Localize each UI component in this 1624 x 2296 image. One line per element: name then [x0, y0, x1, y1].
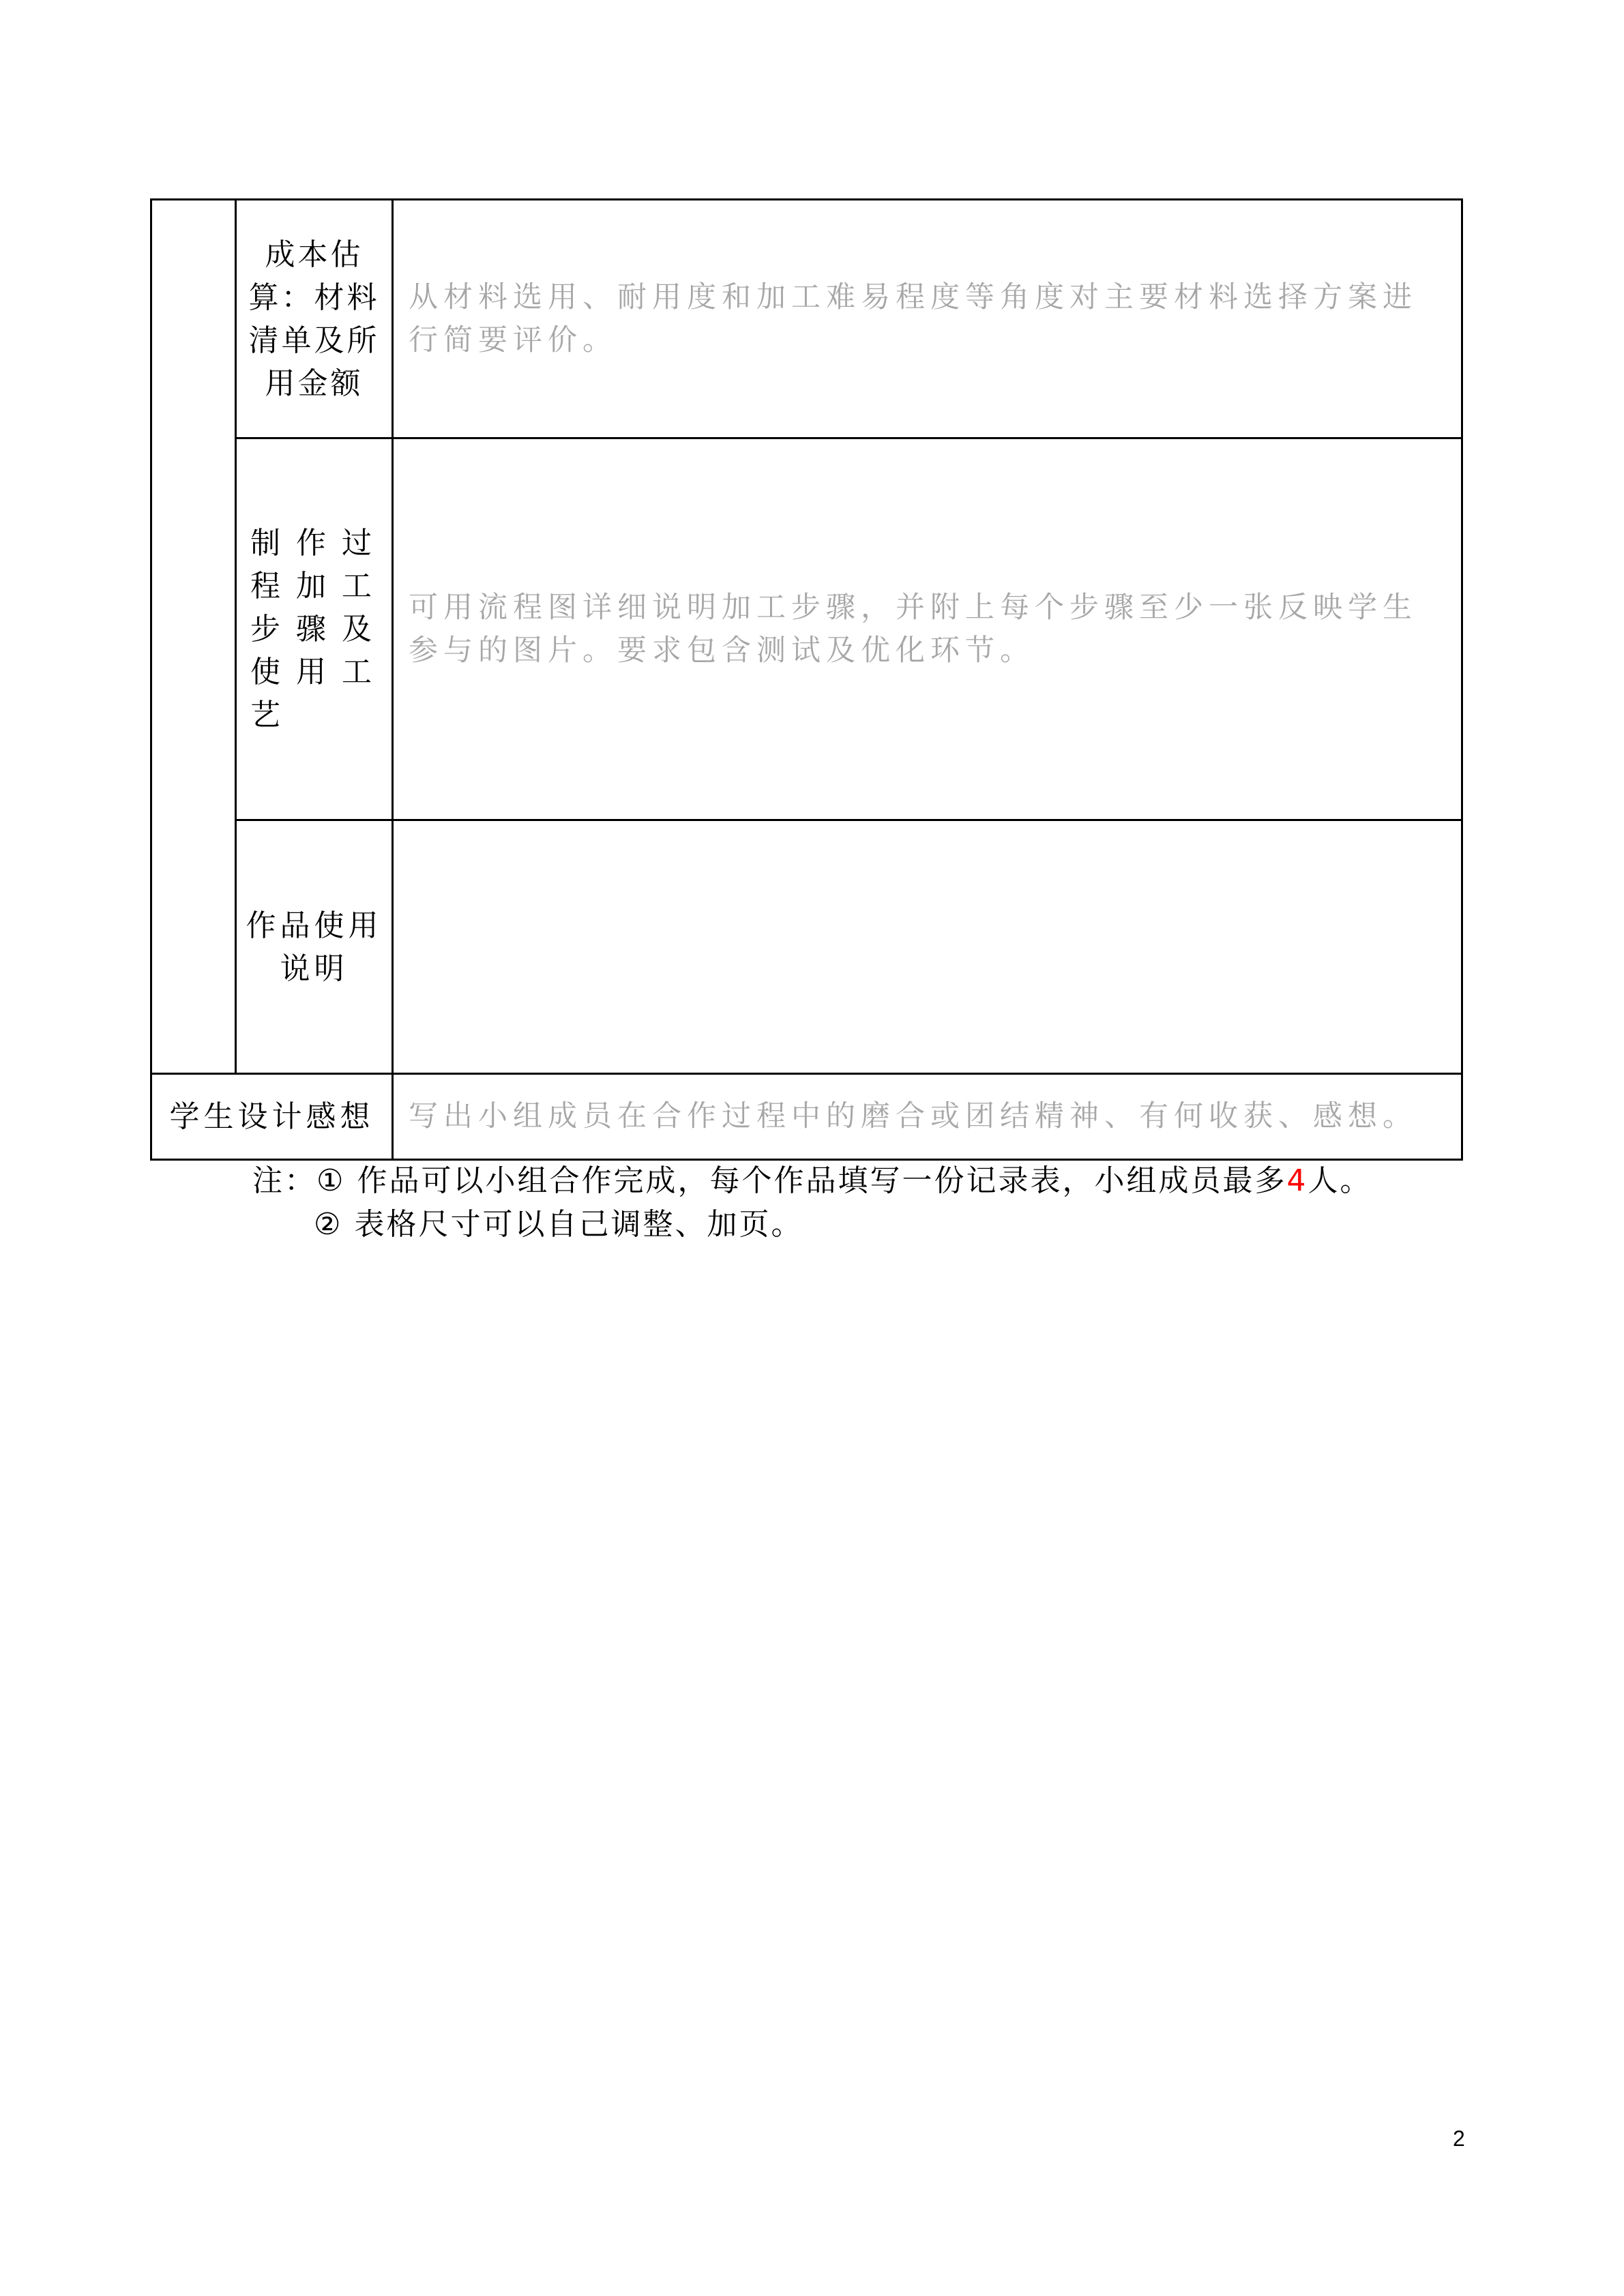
- notes-prefix: 注：: [252, 1163, 316, 1198]
- process-label: 制作过程加工步骤及使用工艺: [250, 526, 387, 732]
- reflection-content-cell[interactable]: [393, 1074, 1462, 1160]
- reflection-row: [151, 1074, 1462, 1160]
- note-1-text-end: 人。: [1308, 1163, 1372, 1198]
- cost-label: 成本估算：材料清单及所用金额: [248, 237, 380, 401]
- note-line-2: [252, 1203, 1372, 1247]
- merged-left-cell: [151, 200, 236, 1074]
- reflection-label-cell: [151, 1074, 393, 1160]
- usage-label: 作品使用说明: [246, 908, 383, 986]
- cost-label-cell: [236, 200, 393, 438]
- reflection-hint: 写出小组成员在合作过程中的磨合或团结精神、有何收获、感想。: [409, 1099, 1417, 1133]
- process-label-cell: [236, 438, 393, 820]
- reflection-label: 学生设计感想: [169, 1099, 374, 1134]
- note-1-highlight: 4: [1286, 1163, 1308, 1198]
- note-2-text: 表格尺寸可以自己调整、加页。: [354, 1207, 803, 1242]
- note-2-marker: ②: [314, 1207, 343, 1242]
- process-hint: 可用流程图详细说明加工步骤，并附上每个步骤至少一张反映学生参与的图片。要求包含测试及优化环节。: [409, 590, 1417, 668]
- usage-row: [151, 820, 1462, 1074]
- usage-label-cell: [236, 820, 393, 1074]
- page-number: 2: [1453, 2126, 1465, 2151]
- process-row: [151, 438, 1462, 820]
- note-line-1: [252, 1159, 1372, 1203]
- cost-hint: 从材料选用、耐用度和加工难易程度等角度对主要材料选择方案进行简要评价。: [409, 280, 1417, 357]
- note-1-marker: ①: [316, 1163, 346, 1198]
- notes: [252, 1159, 1372, 1247]
- record-table: [150, 198, 1463, 1161]
- cost-content-cell[interactable]: [393, 200, 1462, 438]
- process-content-cell[interactable]: [393, 438, 1462, 820]
- usage-content-cell[interactable]: [393, 820, 1462, 1074]
- note-1-text: 作品可以小组合作完成，每个作品填写一份记录表，小组成员最多: [357, 1163, 1287, 1198]
- cost-row: [151, 200, 1462, 438]
